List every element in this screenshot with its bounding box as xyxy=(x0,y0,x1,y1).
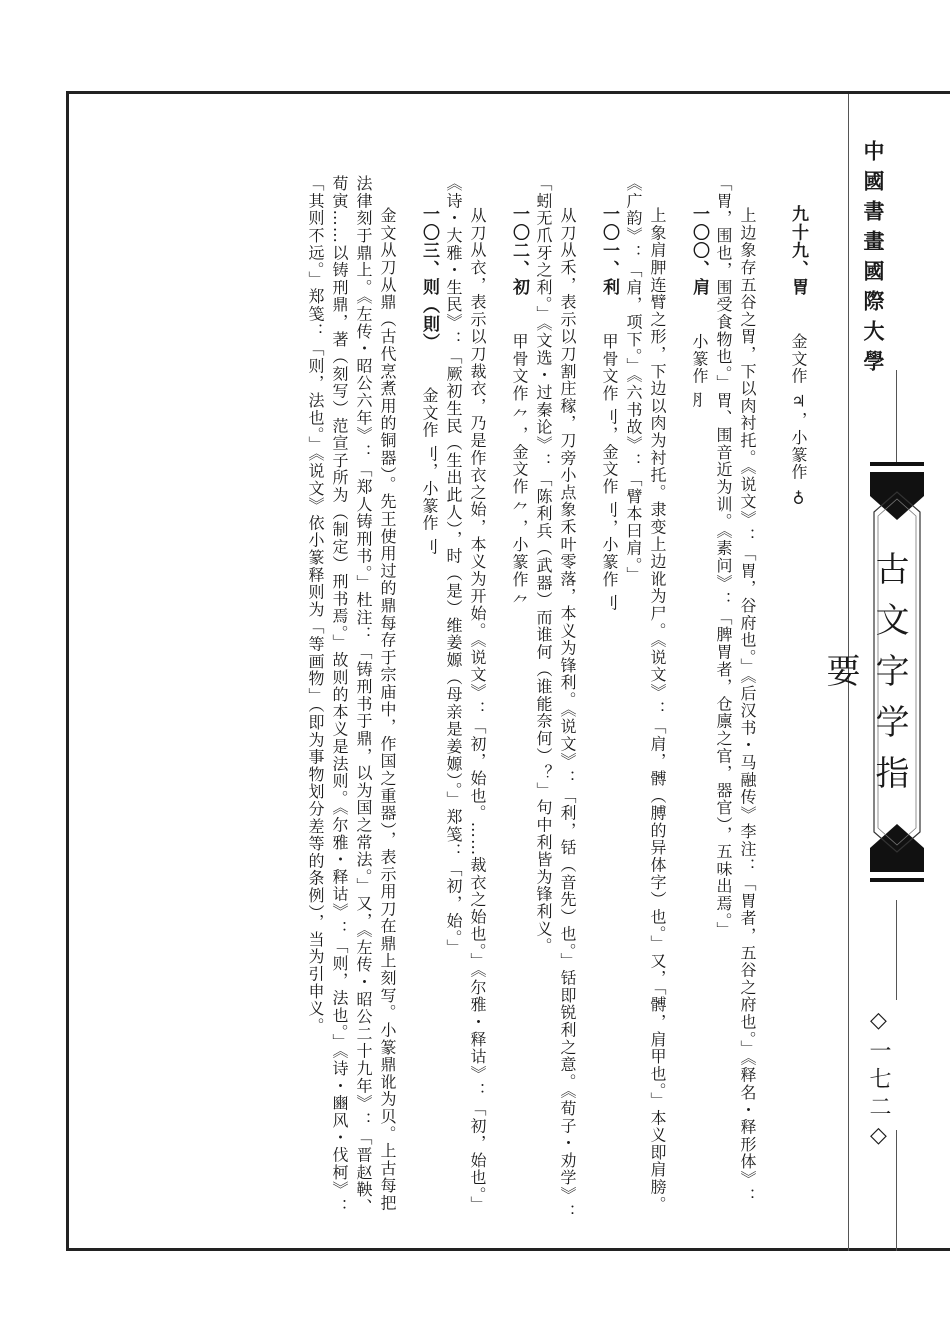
entry-forms: 甲骨文作 ⺈，金文作 ⺈，小篆作 ⺈ xyxy=(510,332,529,612)
entry-heading xyxy=(597,175,621,1225)
entry-heading xyxy=(507,175,531,1225)
entry-forms: 金文作 ♃，小篆作 ♁ xyxy=(789,332,808,507)
entry-heading xyxy=(687,175,711,1225)
main-text xyxy=(120,175,810,1225)
book-title: 古文字学指要 xyxy=(820,550,909,806)
entry-paragraph: 金文从刀从鼎（古代烹煮用的铜器）。先王使用过的鼎每存于宗庙中，作国之重器），表示用刀在鼎上刻写。小篆鼎讹为贝。上古每把法律刻于鼎上。《左传・昭公六年》：「郑人铸刑书。」杜注：「铸刑书于鼎，以为国之常法。」又，《左传・昭公二十九年》：「晋赵鞅、荀寅……以铸刑鼎，著（刻写）范宣子所为（制定）刑书焉。」故则的本义是法则。《尔雅・释诂》：「则，法也。」《诗・豳风・伐柯》：「其则不远。」郑笺：「则，法也。」《说文》依小篆释则为「等画物」（即为事物划分差等的条例），当为引申义。 xyxy=(306,175,397,1216)
rule-middle xyxy=(896,900,897,1000)
entry-forms: 小篆作 ⺼ xyxy=(690,332,709,409)
entry-paragraph: 从刀从衣，表示以刀裁衣，乃是作衣之始，本义为开始。《说文》：「初，始也。……裁衣之始也。」《尔雅・释诂》：「初，始也。」《诗・大雅・生民》：「厥初生民（生出此人），时（是）维姜嫄（母亲是姜嫄）。」郑笺：「初，始。」 xyxy=(444,175,487,1213)
entry-title: 一〇三、则（則） xyxy=(419,205,439,352)
rule-bottom xyxy=(896,1130,897,1251)
entry-forms: 金文作 ⺉，小篆作 ⺉ xyxy=(420,387,439,556)
entry-paragraph: 从刀从禾，表示以刀割庄稼，刀旁小点象禾叶零落，本义为锋利。《说文》：「利，铦（音先）也。」铦即锐利之意。《荀子・劝学》：「蚓无爪牙之利。」《文选・过秦论》：「陈利兵（武器）而谁何（谁能奈何）？」句中利皆为锋利义。 xyxy=(534,175,577,1221)
entry-title: 九十九、胃 xyxy=(788,205,808,297)
entry-title: 一〇一、利 xyxy=(599,205,619,297)
university-name: 中國書畫國際大學 xyxy=(861,140,885,380)
entry-paragraph: 上边象存五谷之胃，下以肉衬托。《说文》：「胃，谷府也。」《后汉书・马融传》李注：「胃者，五谷之府也。」《释名・释形体》：「胃，围也，围受食物也。」胃、围音近为训。《素问》：「脾胃者，仓廪之官，器官），五味出焉。」 xyxy=(714,175,757,1205)
entry-heading xyxy=(417,175,441,1225)
entry-title: 一〇〇、肩 xyxy=(689,205,709,297)
entry-title: 一〇二、初 xyxy=(509,205,529,297)
entry-forms: 甲骨文作 ⺉，金文作 ⺉，小篆作 ⺉ xyxy=(600,332,619,612)
entry-heading xyxy=(786,175,810,1225)
rule-top xyxy=(896,370,897,462)
page-number: ◇一七二◇ xyxy=(866,1008,891,1154)
entry-paragraph: 上象肩胛连臂之形，下边以肉为衬托。隶变上边讹为尸。《说文》：「肩，髆（膊的异体字）也。」又，「髆，肩甲也。」本义即肩膀。《广韵》：「肩，项下。」《六书故》：「臂本曰肩。」 xyxy=(624,175,667,1213)
